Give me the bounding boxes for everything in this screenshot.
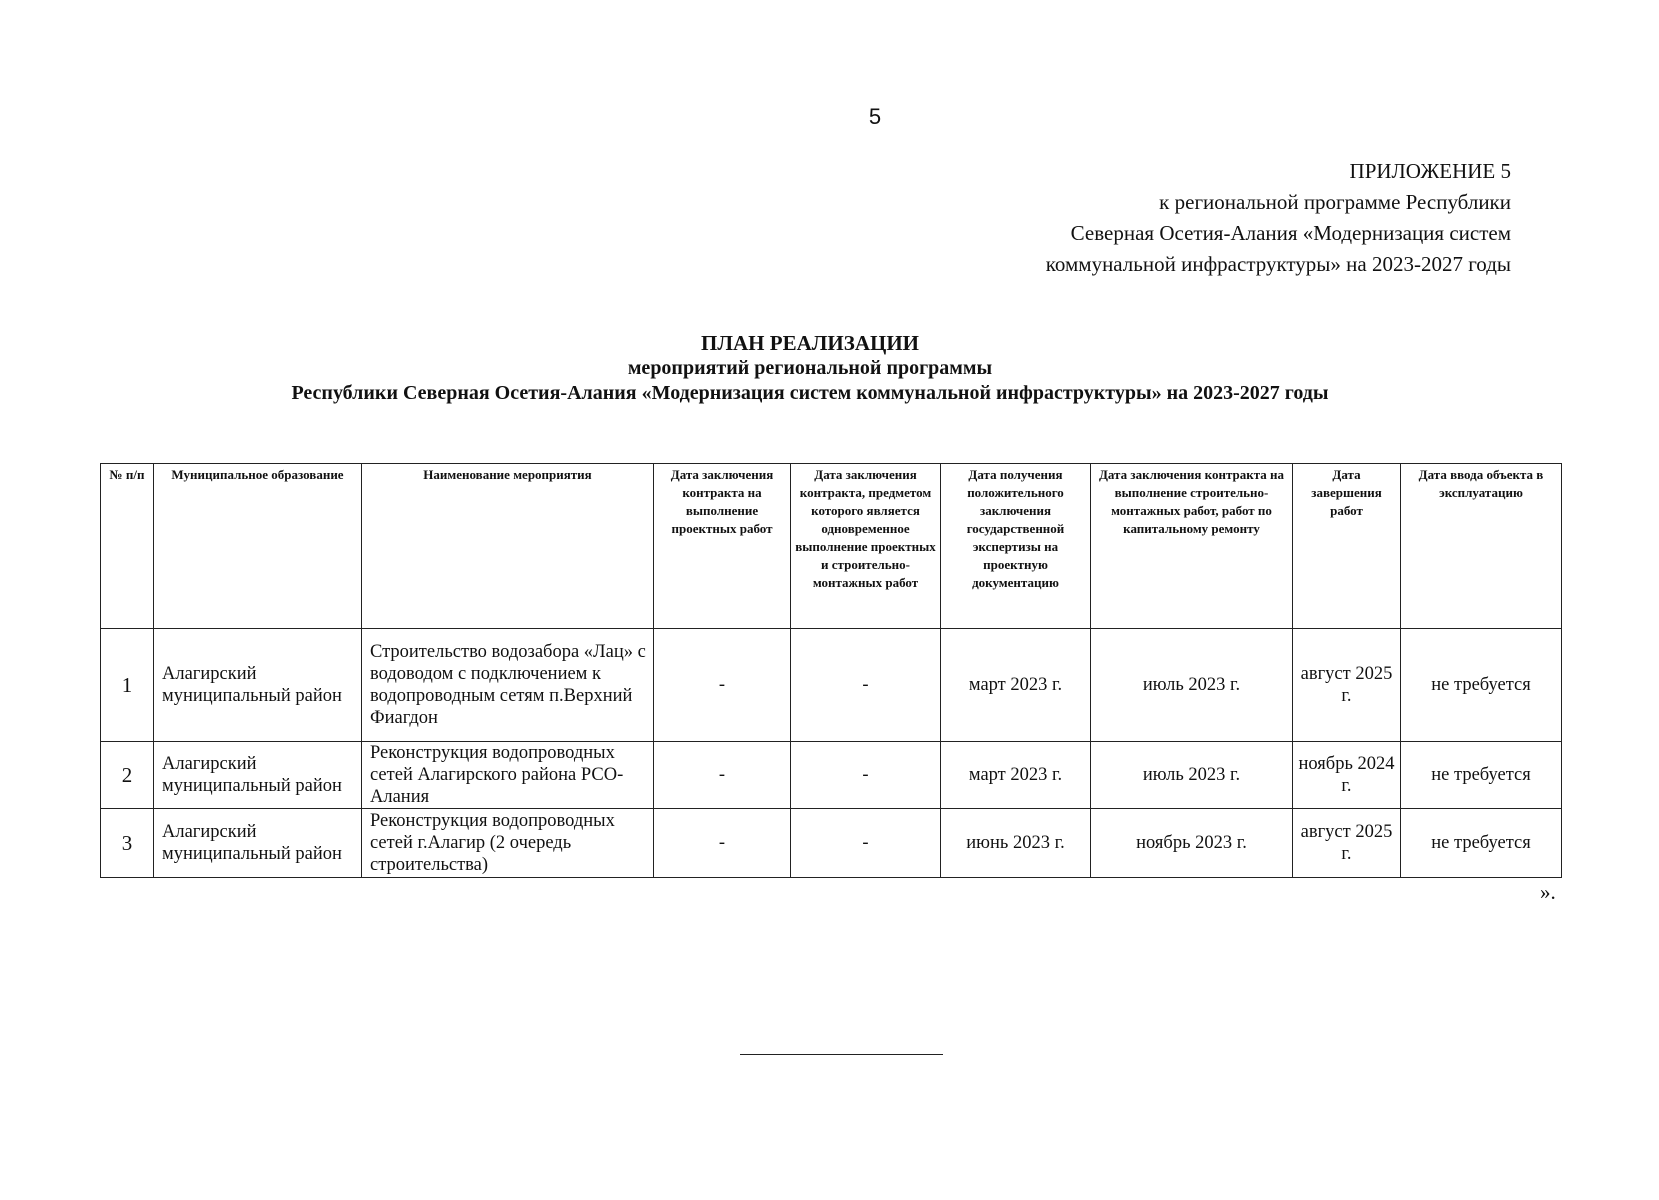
appendix-line: коммунальной инфраструктуры» на 2023-2027 годы: [1045, 252, 1511, 276]
header-expertise-date: Дата получения положительного заключения государственной экспертизы на проектную документацию: [941, 464, 1091, 629]
cell-expertise-date: март 2023 г.: [941, 629, 1091, 742]
cell-municipality: Алагирский муниципальный район: [154, 809, 362, 878]
appendix-line: к региональной программе Республики: [1159, 190, 1511, 214]
end-divider: [740, 1054, 943, 1055]
cell-municipality: Алагирский муниципальный район: [154, 629, 362, 742]
cell-expertise-date: март 2023 г.: [941, 742, 1091, 809]
header-construction-contract-date: Дата заключения контракта на выполнение строительно-монтажных работ, работ по капитальному ремонту: [1091, 464, 1293, 629]
plan-subtitle: Республики Северная Осетия-Алания «Модернизация систем коммунальной инфраструктуры» на 2023-2027 годы: [291, 382, 1329, 404]
cell-combined-contract-date: -: [791, 742, 941, 809]
cell-design-contract-date: -: [654, 809, 791, 878]
appendix-block: [811, 156, 1511, 280]
plan-table: [100, 463, 1562, 878]
header-commissioning-date: Дата ввода объекта в эксплуатацию: [1401, 464, 1562, 629]
cell-measure-name: Реконструкция водопроводных сетей Алагирского района РСО-Алания: [362, 742, 654, 809]
cell-construction-contract-date: ноябрь 2023 г.: [1091, 809, 1293, 878]
cell-completion-date: ноябрь 2024 г.: [1293, 742, 1401, 809]
appendix-title: ПРИЛОЖЕНИЕ 5: [1349, 159, 1511, 183]
header-completion-date: Дата завершения работ: [1293, 464, 1401, 629]
plan-subtitle: мероприятий региональной программы: [627, 357, 993, 379]
document-heading: [100, 330, 1520, 406]
plan-title: ПЛАН РЕАЛИЗАЦИИ: [701, 331, 919, 355]
cell-expertise-date: июнь 2023 г.: [941, 809, 1091, 878]
appendix-line: Северная Осетия-Алания «Модернизация систем: [1070, 221, 1511, 245]
cell-municipality: Алагирский муниципальный район: [154, 742, 362, 809]
cell-commissioning-date: не требуется: [1401, 629, 1562, 742]
cell-number: 2: [101, 742, 154, 809]
table-row: [101, 742, 1562, 809]
table-row: [101, 809, 1562, 878]
table-row: [101, 629, 1562, 742]
cell-design-contract-date: -: [654, 629, 791, 742]
cell-number: 1: [101, 629, 154, 742]
cell-completion-date: август 2025 г.: [1293, 629, 1401, 742]
cell-combined-contract-date: -: [791, 809, 941, 878]
cell-completion-date: август 2025 г.: [1293, 809, 1401, 878]
cell-design-contract-date: -: [654, 742, 791, 809]
cell-commissioning-date: не требуется: [1401, 742, 1562, 809]
cell-number: 3: [101, 809, 154, 878]
closing-quote-mark: ».: [1540, 880, 1556, 904]
cell-combined-contract-date: -: [791, 629, 941, 742]
cell-measure-name: Строительство водозабора «Лац» с водоводом с подключением к водопроводным сетям п.Верхний Фиагдон: [362, 629, 654, 742]
cell-construction-contract-date: июль 2023 г.: [1091, 742, 1293, 809]
header-municipality: Муниципальное образование: [154, 464, 362, 629]
header-number: № п/п: [101, 464, 154, 629]
header-design-contract-date: Дата заключения контракта на выполнение проектных работ: [654, 464, 791, 629]
cell-construction-contract-date: июль 2023 г.: [1091, 629, 1293, 742]
header-combined-contract-date: Дата заключения контракта, предметом которого является одновременное выполнение проектных и строительно-монтажных работ: [791, 464, 941, 629]
cell-measure-name: Реконструкция водопроводных сетей г.Алагир (2 очередь строительства): [362, 809, 654, 878]
header-measure-name: Наименование мероприятия: [362, 464, 654, 629]
table-header-row: [101, 464, 1562, 629]
page-number: 5: [868, 104, 882, 129]
cell-commissioning-date: не требуется: [1401, 809, 1562, 878]
